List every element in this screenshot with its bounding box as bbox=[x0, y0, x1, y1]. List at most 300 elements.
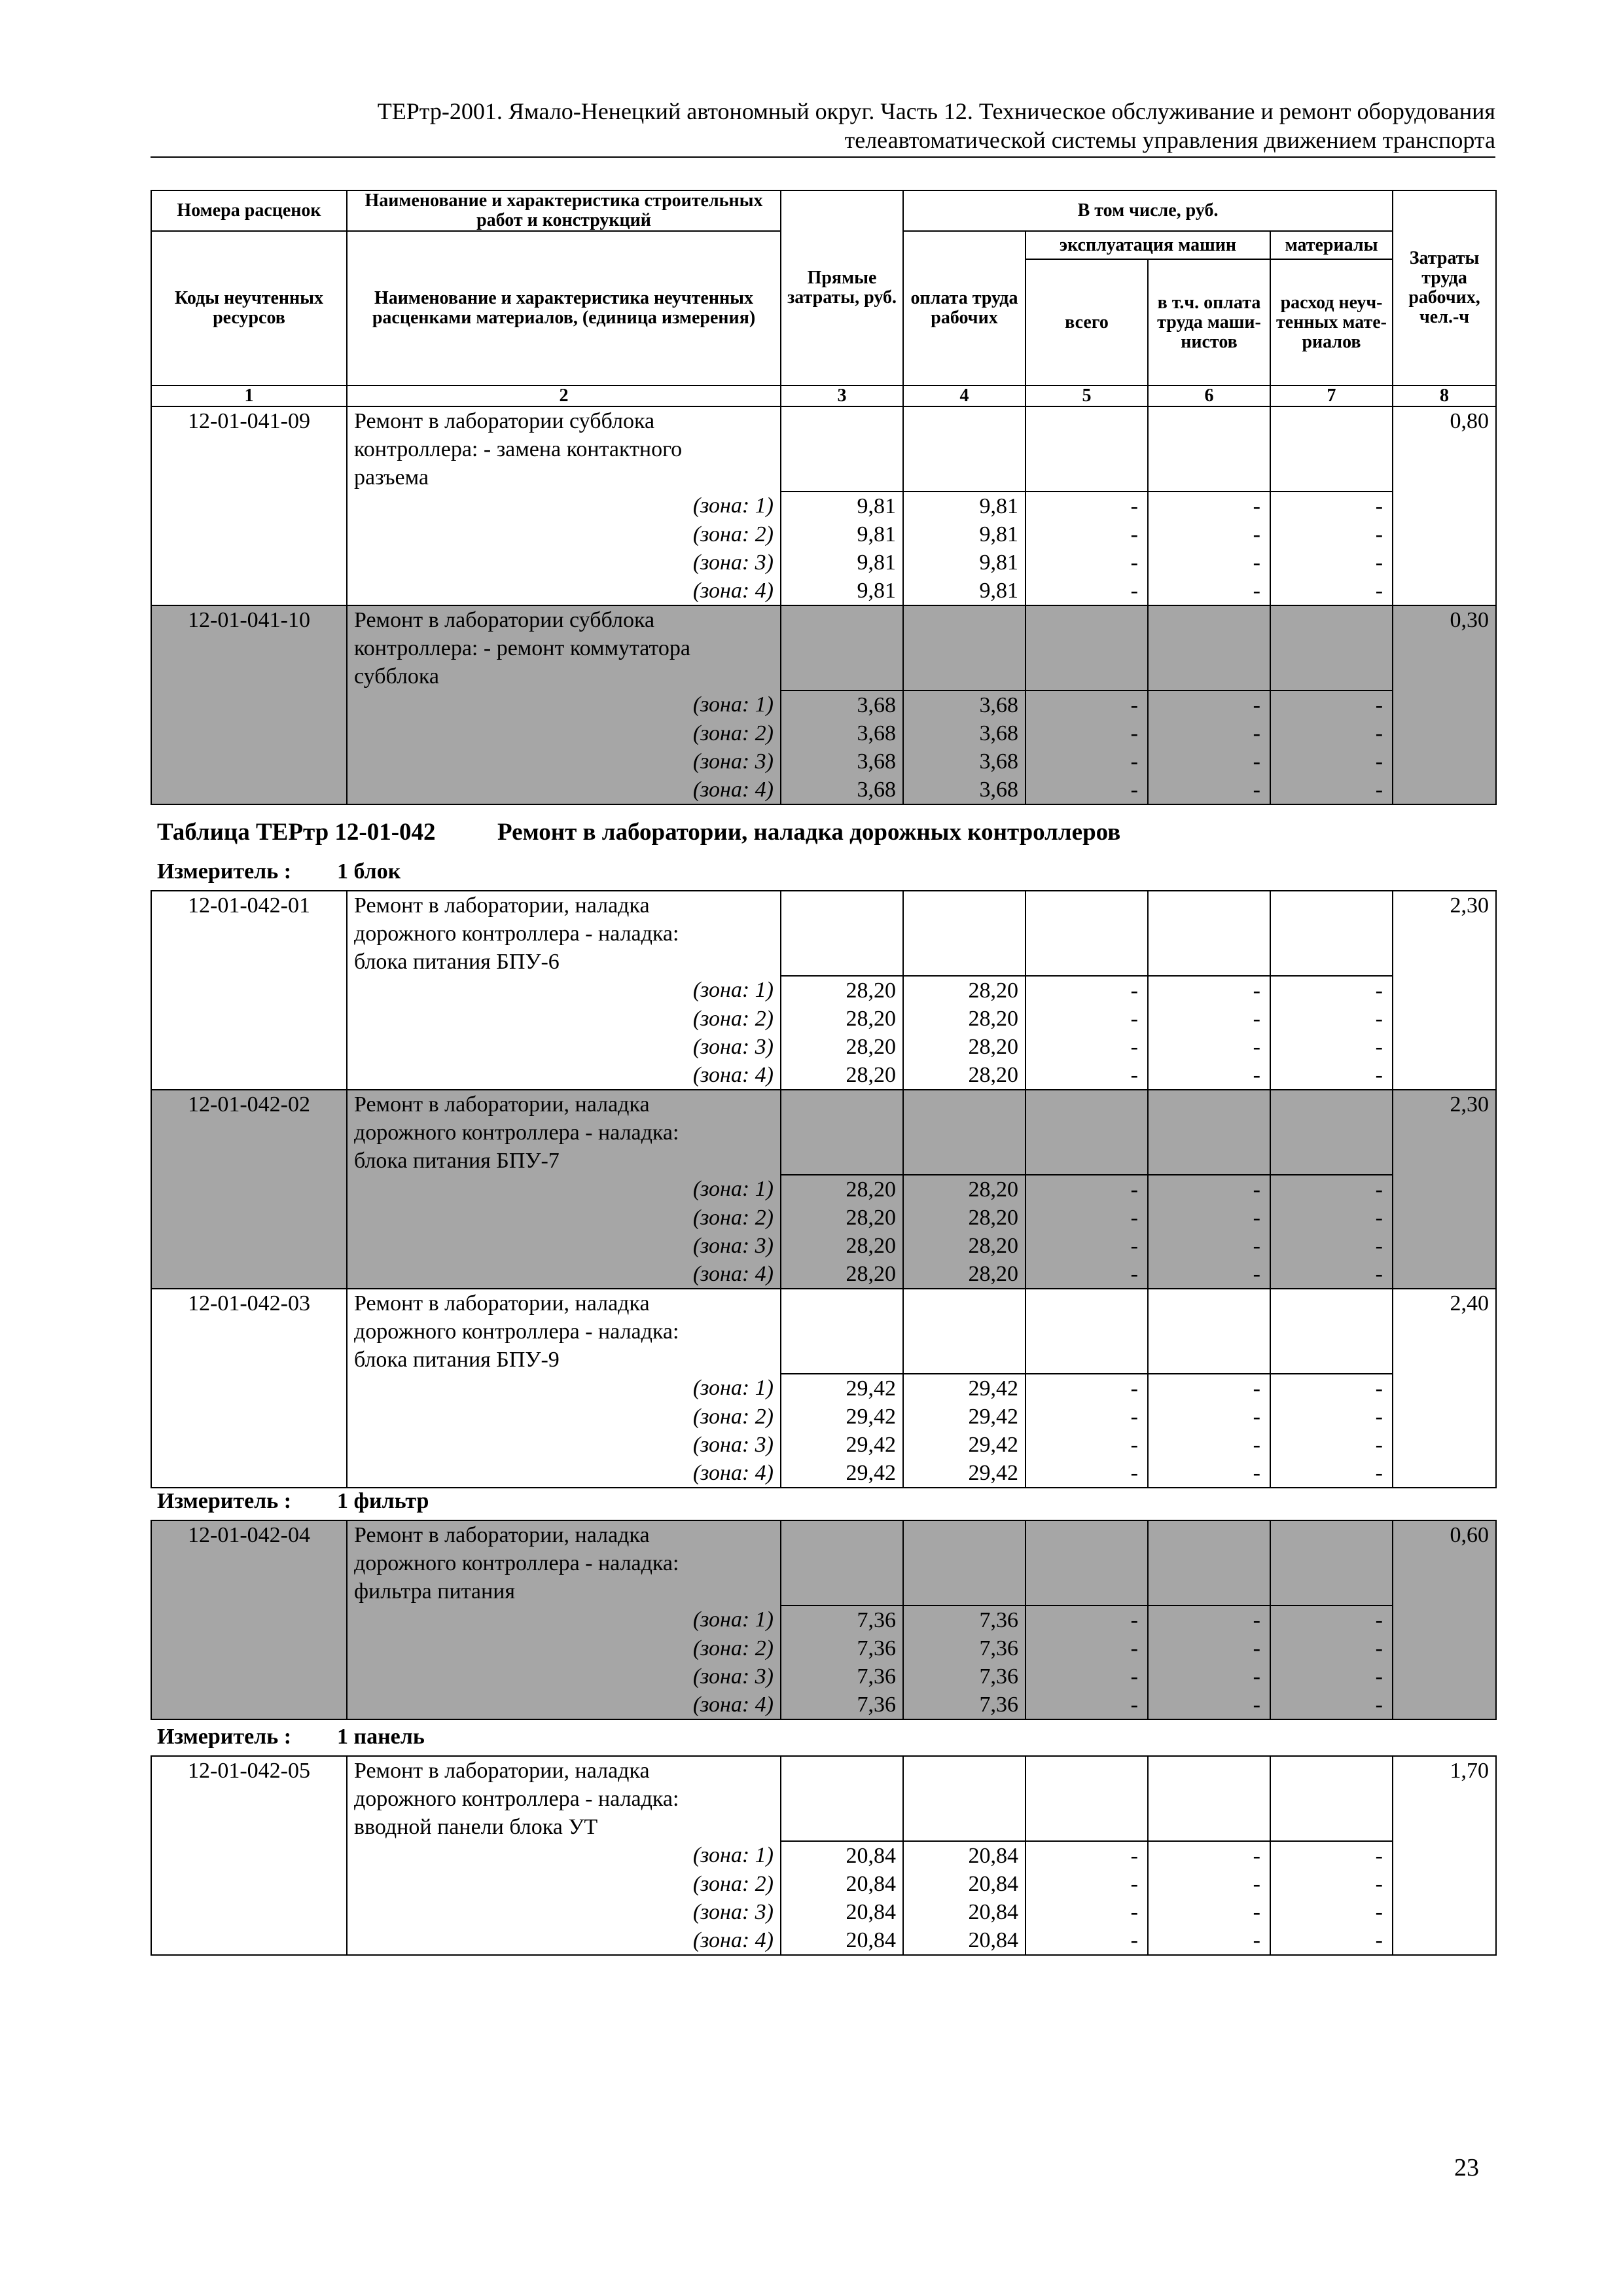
machines-total: - bbox=[1026, 548, 1148, 577]
machines-total: - bbox=[1026, 1033, 1148, 1061]
materials-cost: - bbox=[1270, 520, 1393, 548]
rate-description-line: вводной панели блока УТ bbox=[347, 1813, 781, 1841]
direct-cost: 28,20 bbox=[781, 1232, 903, 1260]
machinist-wages: - bbox=[1148, 1870, 1270, 1898]
table-row bbox=[151, 406, 1496, 435]
materials-header: материалы bbox=[1270, 231, 1393, 259]
machines-total: - bbox=[1026, 1204, 1148, 1232]
wages-cost: 20,84 bbox=[903, 1898, 1026, 1926]
zone-label: (зона: 1) bbox=[347, 1605, 781, 1634]
rate-description-line: блока питания БПУ-6 bbox=[347, 948, 781, 976]
labor-cost: 0,30 bbox=[1393, 605, 1496, 804]
header-line-1: ТЕРтр-2001. Ямало-Ненецкий автономный округ. Часть 12. Техническое обслуживание и ремонт оборудования bbox=[377, 98, 1495, 124]
wages-cost: 9,81 bbox=[903, 492, 1026, 520]
header-line-2: телеавтоматической системы управления движением транспорта bbox=[844, 127, 1495, 153]
zone-label: (зона: 1) bbox=[347, 1175, 781, 1204]
direct-cost: 9,81 bbox=[781, 520, 903, 548]
materials-cost: - bbox=[1270, 1204, 1393, 1232]
machinist-wages: - bbox=[1148, 1634, 1270, 1662]
machinist-wages: - bbox=[1148, 776, 1270, 804]
col2-bottom-header: Наименование и характеристика неучтенных расценками материалов, (единица измерения) bbox=[347, 231, 781, 386]
empty-cell bbox=[1026, 1756, 1148, 1841]
zone-label: (зона: 1) bbox=[347, 691, 781, 719]
direct-cost: 20,84 bbox=[781, 1926, 903, 1955]
empty-cell bbox=[1026, 605, 1148, 691]
meter-row bbox=[157, 859, 401, 884]
rate-description-line: контроллера: - ремонт коммутатора bbox=[347, 634, 781, 662]
machines-total: - bbox=[1026, 1005, 1148, 1033]
materials-cost: - bbox=[1270, 1898, 1393, 1926]
rate-description-line: Ремонт в лаборатории, наладка bbox=[347, 1090, 781, 1119]
machines-total: - bbox=[1026, 492, 1148, 520]
rate-description-line: дорожного контроллера - наладка: bbox=[347, 1318, 781, 1346]
direct-cost: 28,20 bbox=[781, 1175, 903, 1204]
zone-label: (зона: 1) bbox=[347, 1841, 781, 1870]
rate-description-line: блока питания БПУ-7 bbox=[347, 1147, 781, 1175]
rate-description-line: разъема bbox=[347, 463, 781, 492]
empty-cell bbox=[781, 1520, 903, 1605]
materials-cost: - bbox=[1270, 1232, 1393, 1260]
rate-code: 12-01-041-10 bbox=[151, 605, 347, 804]
rate-description-line: дорожного контроллера - наладка: bbox=[347, 1785, 781, 1813]
table-row bbox=[151, 1289, 1496, 1318]
table-row bbox=[151, 776, 1496, 804]
wages-cost: 20,84 bbox=[903, 1870, 1026, 1898]
zone-label: (зона: 3) bbox=[347, 1232, 781, 1260]
direct-cost: 7,36 bbox=[781, 1605, 903, 1634]
empty-cell bbox=[903, 406, 1026, 492]
rate-description-line: дорожного контроллера - наладка: bbox=[347, 920, 781, 948]
machines-total: - bbox=[1026, 1403, 1148, 1431]
wages-cost: 7,36 bbox=[903, 1634, 1026, 1662]
table-row bbox=[151, 548, 1496, 577]
empty-cell bbox=[1148, 1090, 1270, 1175]
empty-cell bbox=[781, 891, 903, 976]
wages-cost: 3,68 bbox=[903, 776, 1026, 804]
direct-cost: 20,84 bbox=[781, 1870, 903, 1898]
rate-description-line: дорожного контроллера - наладка: bbox=[347, 1119, 781, 1147]
wages-cost: 9,81 bbox=[903, 548, 1026, 577]
wages-cost: 20,84 bbox=[903, 1841, 1026, 1870]
rate-code: 12-01-042-01 bbox=[151, 891, 347, 1090]
direct-cost: 9,81 bbox=[781, 577, 903, 605]
table-row bbox=[151, 1061, 1496, 1090]
col5-header: всего bbox=[1026, 259, 1148, 386]
machinist-wages: - bbox=[1148, 747, 1270, 776]
machinist-wages: - bbox=[1148, 691, 1270, 719]
direct-cost: 28,20 bbox=[781, 976, 903, 1005]
wages-cost: 28,20 bbox=[903, 1260, 1026, 1289]
meter-unit: 1 фильтр bbox=[337, 1489, 429, 1513]
wages-cost: 28,20 bbox=[903, 1232, 1026, 1260]
table-row bbox=[151, 1005, 1496, 1033]
zone-label: (зона: 2) bbox=[347, 520, 781, 548]
rate-code: 12-01-042-02 bbox=[151, 1090, 347, 1289]
col7-header: расход неуч-тенных мате-риалов bbox=[1270, 259, 1393, 386]
materials-cost: - bbox=[1270, 1403, 1393, 1431]
zone-label: (зона: 2) bbox=[347, 1403, 781, 1431]
zone-label: (зона: 2) bbox=[347, 1634, 781, 1662]
meter-row bbox=[157, 1489, 429, 1514]
table-row bbox=[151, 520, 1496, 548]
table-row bbox=[151, 1520, 1496, 1549]
machines-total: - bbox=[1026, 747, 1148, 776]
machinist-wages: - bbox=[1148, 1061, 1270, 1090]
direct-cost: 29,42 bbox=[781, 1459, 903, 1488]
materials-cost: - bbox=[1270, 776, 1393, 804]
wages-cost: 20,84 bbox=[903, 1926, 1026, 1955]
empty-cell bbox=[781, 1756, 903, 1841]
col-number: 3 bbox=[781, 386, 903, 406]
zone-label: (зона: 2) bbox=[347, 1204, 781, 1232]
machinist-wages: - bbox=[1148, 1691, 1270, 1719]
rate-code: 12-01-042-04 bbox=[151, 1520, 347, 1719]
empty-cell bbox=[781, 605, 903, 691]
machinist-wages: - bbox=[1148, 1431, 1270, 1459]
zone-label: (зона: 1) bbox=[347, 492, 781, 520]
wages-cost: 29,42 bbox=[903, 1403, 1026, 1431]
table-row bbox=[151, 747, 1496, 776]
wages-cost: 3,68 bbox=[903, 719, 1026, 747]
labor-cost: 2,30 bbox=[1393, 1090, 1496, 1289]
zone-label: (зона: 3) bbox=[347, 548, 781, 577]
rates-table-top bbox=[151, 190, 1497, 805]
empty-cell bbox=[1270, 1756, 1393, 1841]
rates-body bbox=[151, 1756, 1496, 1955]
empty-cell bbox=[1026, 1520, 1148, 1605]
materials-cost: - bbox=[1270, 691, 1393, 719]
machinist-wages: - bbox=[1148, 1898, 1270, 1926]
table-row bbox=[151, 1403, 1496, 1431]
wages-cost: 29,42 bbox=[903, 1431, 1026, 1459]
machines-total: - bbox=[1026, 1061, 1148, 1090]
zone-label: (зона: 4) bbox=[347, 1260, 781, 1289]
machines-total: - bbox=[1026, 1232, 1148, 1260]
col1-top-header: Номера расценок bbox=[151, 190, 347, 231]
machines-total: - bbox=[1026, 1691, 1148, 1719]
zone-label: (зона: 4) bbox=[347, 1926, 781, 1955]
col1-bottom-header: Коды неучтенных ресурсов bbox=[151, 231, 347, 386]
machines-total: - bbox=[1026, 1870, 1148, 1898]
empty-cell bbox=[781, 406, 903, 492]
col6-header: в т.ч. оплата труда маши-нистов bbox=[1148, 259, 1270, 386]
materials-cost: - bbox=[1270, 1061, 1393, 1090]
machines-total: - bbox=[1026, 1926, 1148, 1955]
direct-cost: 9,81 bbox=[781, 492, 903, 520]
machinist-wages: - bbox=[1148, 719, 1270, 747]
labor-cost: 0,60 bbox=[1393, 1520, 1496, 1719]
rates-body bbox=[151, 406, 1496, 804]
materials-cost: - bbox=[1270, 1691, 1393, 1719]
machines-total: - bbox=[1026, 1175, 1148, 1204]
wages-cost: 28,20 bbox=[903, 1033, 1026, 1061]
zone-label: (зона: 3) bbox=[347, 1898, 781, 1926]
rates-table-group-3 bbox=[151, 1755, 1497, 1956]
labor-cost: 0,80 bbox=[1393, 406, 1496, 605]
table-row bbox=[151, 1090, 1496, 1119]
rate-code: 12-01-042-03 bbox=[151, 1289, 347, 1488]
wages-cost: 28,20 bbox=[903, 1005, 1026, 1033]
column-header bbox=[151, 190, 1496, 406]
table-row bbox=[151, 1898, 1496, 1926]
machinist-wages: - bbox=[1148, 976, 1270, 1005]
direct-cost: 3,68 bbox=[781, 719, 903, 747]
direct-cost: 20,84 bbox=[781, 1841, 903, 1870]
table-row bbox=[151, 719, 1496, 747]
materials-cost: - bbox=[1270, 1005, 1393, 1033]
table-row bbox=[151, 1175, 1496, 1204]
empty-cell bbox=[1026, 1090, 1148, 1175]
zone-label: (зона: 4) bbox=[347, 776, 781, 804]
materials-cost: - bbox=[1270, 1662, 1393, 1691]
wages-cost: 28,20 bbox=[903, 976, 1026, 1005]
direct-cost: 28,20 bbox=[781, 1260, 903, 1289]
direct-cost: 3,68 bbox=[781, 747, 903, 776]
table-row bbox=[151, 691, 1496, 719]
empty-cell bbox=[1270, 1520, 1393, 1605]
table-row bbox=[151, 1374, 1496, 1403]
machines-total: - bbox=[1026, 1459, 1148, 1488]
table-row bbox=[151, 1431, 1496, 1459]
table-row bbox=[151, 605, 1496, 634]
direct-cost: 9,81 bbox=[781, 548, 903, 577]
col3-header: Прямые затраты, руб. bbox=[781, 190, 903, 386]
labor-cost: 2,30 bbox=[1393, 891, 1496, 1090]
rate-description-line: Ремонт в лаборатории, наладка bbox=[347, 891, 781, 920]
machinist-wages: - bbox=[1148, 1175, 1270, 1204]
rate-code: 12-01-042-05 bbox=[151, 1756, 347, 1955]
empty-cell bbox=[1148, 605, 1270, 691]
table-row bbox=[151, 1841, 1496, 1870]
machinist-wages: - bbox=[1148, 1232, 1270, 1260]
direct-cost: 3,68 bbox=[781, 691, 903, 719]
direct-cost: 28,20 bbox=[781, 1033, 903, 1061]
machines-total: - bbox=[1026, 1374, 1148, 1403]
table-row bbox=[151, 1260, 1496, 1289]
direct-cost: 3,68 bbox=[781, 776, 903, 804]
table-row bbox=[151, 577, 1496, 605]
rate-description-line: субблока bbox=[347, 662, 781, 691]
wages-cost: 28,20 bbox=[903, 1204, 1026, 1232]
machines-total: - bbox=[1026, 1841, 1148, 1870]
col2-top-header: Наименование и характеристика строительных работ и конструкций bbox=[347, 190, 781, 231]
machinist-wages: - bbox=[1148, 1033, 1270, 1061]
rate-description-line: блока питания БПУ-9 bbox=[347, 1346, 781, 1374]
labor-cost: 1,70 bbox=[1393, 1756, 1496, 1955]
header-rule bbox=[151, 156, 1495, 158]
empty-cell bbox=[1026, 1289, 1148, 1374]
wages-cost: 3,68 bbox=[903, 747, 1026, 776]
table-row bbox=[151, 1662, 1496, 1691]
col-number: 7 bbox=[1270, 386, 1393, 406]
table-row bbox=[151, 976, 1496, 1005]
materials-cost: - bbox=[1270, 1260, 1393, 1289]
materials-cost: - bbox=[1270, 747, 1393, 776]
col-number: 2 bbox=[347, 386, 781, 406]
labor-cost: 2,40 bbox=[1393, 1289, 1496, 1488]
meter-label: Измеритель : bbox=[157, 1725, 292, 1749]
machinist-wages: - bbox=[1148, 1403, 1270, 1431]
empty-cell bbox=[903, 1756, 1026, 1841]
materials-cost: - bbox=[1270, 577, 1393, 605]
materials-cost: - bbox=[1270, 1033, 1393, 1061]
machinist-wages: - bbox=[1148, 1374, 1270, 1403]
zone-label: (зона: 3) bbox=[347, 747, 781, 776]
direct-cost: 28,20 bbox=[781, 1005, 903, 1033]
machinist-wages: - bbox=[1148, 1605, 1270, 1634]
rate-description-line: фильтра питания bbox=[347, 1577, 781, 1605]
zone-label: (зона: 2) bbox=[347, 1005, 781, 1033]
rates-body bbox=[151, 1520, 1496, 1719]
empty-cell bbox=[903, 1090, 1026, 1175]
wages-cost: 9,81 bbox=[903, 577, 1026, 605]
empty-cell bbox=[1270, 891, 1393, 976]
zone-label: (зона: 4) bbox=[347, 1691, 781, 1719]
machinist-wages: - bbox=[1148, 492, 1270, 520]
group-header: В том числе, руб. bbox=[903, 190, 1393, 231]
machinist-wages: - bbox=[1148, 1662, 1270, 1691]
materials-cost: - bbox=[1270, 1926, 1393, 1955]
meter-unit: 1 панель bbox=[337, 1725, 425, 1749]
meter-unit: 1 блок bbox=[337, 859, 401, 884]
machines-total: - bbox=[1026, 1260, 1148, 1289]
direct-cost: 29,42 bbox=[781, 1403, 903, 1431]
col-number: 4 bbox=[903, 386, 1026, 406]
empty-cell bbox=[903, 1520, 1026, 1605]
empty-cell bbox=[903, 605, 1026, 691]
wages-cost: 7,36 bbox=[903, 1605, 1026, 1634]
empty-cell bbox=[1148, 1756, 1270, 1841]
machinist-wages: - bbox=[1148, 577, 1270, 605]
direct-cost: 7,36 bbox=[781, 1634, 903, 1662]
machines-total: - bbox=[1026, 691, 1148, 719]
table-row bbox=[151, 1634, 1496, 1662]
zone-label: (зона: 2) bbox=[347, 1870, 781, 1898]
machinist-wages: - bbox=[1148, 1459, 1270, 1488]
direct-cost: 7,36 bbox=[781, 1691, 903, 1719]
empty-cell bbox=[1026, 891, 1148, 976]
materials-cost: - bbox=[1270, 1431, 1393, 1459]
wages-cost: 29,42 bbox=[903, 1459, 1026, 1488]
materials-cost: - bbox=[1270, 719, 1393, 747]
rate-description-line: Ремонт в лаборатории, наладка bbox=[347, 1520, 781, 1549]
rate-description-line: Ремонт в лаборатории субблока bbox=[347, 605, 781, 634]
empty-cell bbox=[781, 1289, 903, 1374]
empty-cell bbox=[1026, 406, 1148, 492]
materials-cost: - bbox=[1270, 1374, 1393, 1403]
zone-label: (зона: 4) bbox=[347, 577, 781, 605]
materials-cost: - bbox=[1270, 1175, 1393, 1204]
zone-label: (зона: 2) bbox=[347, 719, 781, 747]
table-row bbox=[151, 1756, 1496, 1785]
machinist-wages: - bbox=[1148, 1926, 1270, 1955]
empty-cell bbox=[903, 891, 1026, 976]
table-row bbox=[151, 1232, 1496, 1260]
table-label: Таблица ТЕРтр 12-01-042 bbox=[157, 819, 436, 846]
col-number: 5 bbox=[1026, 386, 1148, 406]
rate-description-line: Ремонт в лаборатории субблока bbox=[347, 406, 781, 435]
rates-table-group-1 bbox=[151, 890, 1497, 1488]
direct-cost: 28,20 bbox=[781, 1061, 903, 1090]
zone-label: (зона: 3) bbox=[347, 1033, 781, 1061]
empty-cell bbox=[903, 1289, 1026, 1374]
table-row bbox=[151, 1926, 1496, 1955]
table-row bbox=[151, 1459, 1496, 1488]
machines-total: - bbox=[1026, 1898, 1148, 1926]
wages-cost: 29,42 bbox=[903, 1374, 1026, 1403]
col-number: 1 bbox=[151, 386, 347, 406]
empty-cell bbox=[1270, 605, 1393, 691]
machinist-wages: - bbox=[1148, 1005, 1270, 1033]
meter-label: Измеритель : bbox=[157, 859, 292, 884]
machinist-wages: - bbox=[1148, 520, 1270, 548]
empty-cell bbox=[1270, 1289, 1393, 1374]
machinist-wages: - bbox=[1148, 1204, 1270, 1232]
table-row bbox=[151, 1870, 1496, 1898]
machines-total: - bbox=[1026, 1431, 1148, 1459]
rates-body bbox=[151, 891, 1496, 1488]
col-number: 8 bbox=[1393, 386, 1496, 406]
empty-cell bbox=[1148, 891, 1270, 976]
materials-cost: - bbox=[1270, 1605, 1393, 1634]
rate-description-line: контроллера: - замена контактного bbox=[347, 435, 781, 463]
zone-label: (зона: 3) bbox=[347, 1662, 781, 1691]
materials-cost: - bbox=[1270, 1870, 1393, 1898]
rate-description-line: дорожного контроллера - наладка: bbox=[347, 1549, 781, 1577]
empty-cell bbox=[1148, 406, 1270, 492]
rates-table-group-2 bbox=[151, 1520, 1497, 1720]
table-row bbox=[151, 891, 1496, 920]
table-title-text: Ремонт в лаборатории, наладка дорожных контроллеров bbox=[497, 819, 1121, 846]
materials-cost: - bbox=[1270, 1459, 1393, 1488]
table-row bbox=[151, 1691, 1496, 1719]
wages-cost: 7,36 bbox=[903, 1662, 1026, 1691]
empty-cell bbox=[1270, 406, 1393, 492]
zone-label: (зона: 4) bbox=[347, 1459, 781, 1488]
materials-cost: - bbox=[1270, 548, 1393, 577]
rate-code: 12-01-041-09 bbox=[151, 406, 347, 605]
rate-description-line: Ремонт в лаборатории, наладка bbox=[347, 1756, 781, 1785]
direct-cost: 7,36 bbox=[781, 1662, 903, 1691]
machinist-wages: - bbox=[1148, 1260, 1270, 1289]
materials-cost: - bbox=[1270, 1634, 1393, 1662]
table-row bbox=[151, 1204, 1496, 1232]
materials-cost: - bbox=[1270, 976, 1393, 1005]
machines-total: - bbox=[1026, 1662, 1148, 1691]
empty-cell bbox=[781, 1090, 903, 1175]
col4-header: оплата труда рабочих bbox=[903, 231, 1026, 386]
machines-total: - bbox=[1026, 719, 1148, 747]
running-header bbox=[151, 97, 1495, 154]
zone-label: (зона: 1) bbox=[347, 976, 781, 1005]
empty-cell bbox=[1270, 1090, 1393, 1175]
machines-total: - bbox=[1026, 1605, 1148, 1634]
materials-cost: - bbox=[1270, 1841, 1393, 1870]
direct-cost: 29,42 bbox=[781, 1431, 903, 1459]
rate-description-line: Ремонт в лаборатории, наладка bbox=[347, 1289, 781, 1318]
direct-cost: 29,42 bbox=[781, 1374, 903, 1403]
wages-cost: 9,81 bbox=[903, 520, 1026, 548]
table-row bbox=[151, 1033, 1496, 1061]
meter-row bbox=[157, 1725, 425, 1749]
empty-cell bbox=[1148, 1289, 1270, 1374]
machines-total: - bbox=[1026, 1634, 1148, 1662]
meter-label: Измеритель : bbox=[157, 1489, 292, 1513]
machinist-wages: - bbox=[1148, 548, 1270, 577]
table-title bbox=[157, 818, 1120, 846]
machines-total: - bbox=[1026, 520, 1148, 548]
direct-cost: 20,84 bbox=[781, 1898, 903, 1926]
